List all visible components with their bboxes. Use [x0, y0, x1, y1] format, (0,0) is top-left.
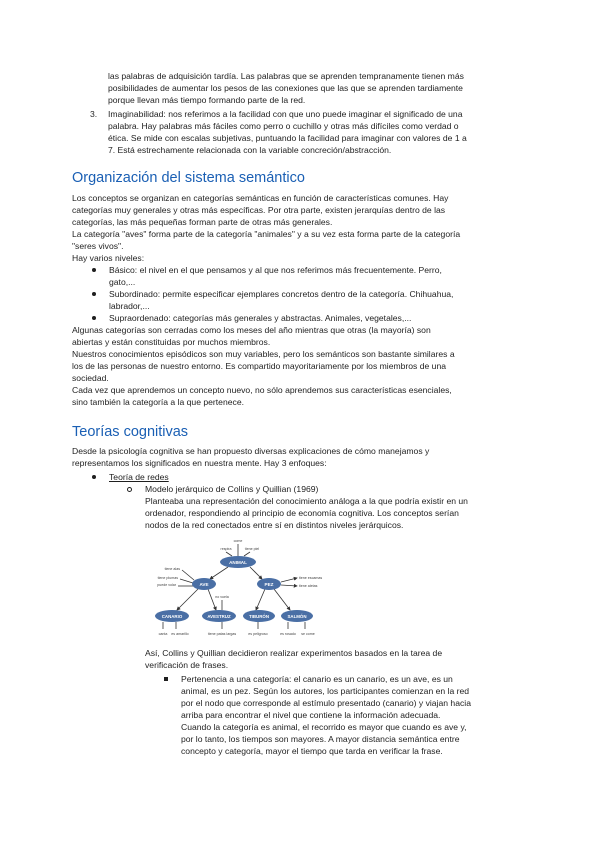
- paragraph-line: Hay varios niveles:: [72, 253, 145, 263]
- paragraph-line: los de las personas de nuestro entorno. Es compartido mayoritariamente por los miembros de una: [72, 361, 447, 371]
- node-avestruz: [202, 610, 236, 622]
- property-label: canta: [158, 632, 168, 636]
- paragraph-line: sociedad.: [72, 373, 109, 383]
- bullet-text: Subordinado: permite especificar ejemplares concretos dentro de la categoría. Chihuahua,: [109, 289, 454, 299]
- list-item-text: palabra. Hay palabras más fáciles como perro o cuchillo y otras más difíciles como verdad o: [108, 121, 459, 131]
- node-salmon: [281, 610, 313, 622]
- bullet-text: concepto y categoría, mayor el tiempo que tarda en verificar la frase.: [181, 746, 443, 756]
- property-label: tiene alas: [164, 567, 180, 571]
- property-label: puede volar: [157, 583, 176, 587]
- paragraph-line: "seres vivos".: [72, 241, 124, 251]
- paragraph-line: Cada vez que aprendemos un concepto nuevo, no sólo aprendemos sus características esenciales,: [72, 385, 452, 395]
- list-item-text: ética. Se mide con escalas subjetivas, puntuando la facilidad para imaginar con valores de 1 a: [108, 133, 467, 143]
- property-label: respira: [220, 547, 232, 551]
- property-label: tiene aletas: [299, 584, 318, 588]
- list-item-continuation: porque llevan más tiempo formando parte de la red.: [108, 95, 306, 105]
- bullet-text: labrador,...: [109, 301, 150, 311]
- node-pez: [257, 578, 281, 590]
- bullet-text: gato,...: [109, 277, 136, 287]
- property-label: tiene piel: [244, 547, 260, 551]
- paragraph-line: Los conceptos se organizan en categorías semánticas en función de características comunes. Hay: [72, 193, 449, 203]
- node-canario: [155, 610, 189, 622]
- node-animal: [220, 556, 256, 568]
- sub-bullet-text: ordenador, respondiendo al principio de economía cognitiva. Los conceptos serían: [145, 508, 459, 518]
- bullet-text: Teoría de redes: [109, 472, 169, 482]
- bullet-icon: [92, 316, 96, 320]
- property-label: tiene patas largas: [207, 632, 237, 636]
- paragraph-line: representamos los significados en nuestra mente. Hay 3 enfoques:: [72, 458, 327, 468]
- list-item-continuation: las palabras de adquisición tardía. Las palabras que se aprenden tempranamente tienen más: [108, 71, 464, 81]
- paragraph-line: verificación de frases.: [145, 660, 229, 670]
- bullet-icon: [92, 475, 96, 479]
- node-label: CANARIO: [161, 614, 183, 619]
- list-item-text: 7. Está estrechamente relacionada con la variable concreción/abstracción.: [108, 145, 392, 155]
- section-heading: Organización del sistema semántico: [72, 170, 305, 186]
- square-bullet-icon: [164, 677, 168, 681]
- paragraph-line: Algunas categorías son cerradas como los meses del año mientras que otras (la mayoría) son: [72, 325, 431, 335]
- property-label: es peligroso: [248, 632, 268, 636]
- property-label: tiene plumas: [157, 576, 178, 580]
- node-ave: [192, 578, 216, 590]
- list-number: 3.: [90, 109, 98, 119]
- sub-bullet-text: nodos de la red conectados entre sí en distintos niveles jerárquicos.: [145, 520, 404, 530]
- paragraph-line: Desde la psicología cognitiva se han propuesto diversas explicaciones de cómo manejamos y: [72, 446, 430, 456]
- section-heading: Teorías cognitivas: [72, 424, 189, 440]
- node-label: SALMÓN: [287, 614, 307, 619]
- node-label: PEZ: [264, 582, 274, 587]
- bullet-text: Cuando la categoría es animal, el recorrido es mayor que cuando es ave y,: [181, 722, 467, 732]
- property-label: no vuela: [215, 595, 229, 599]
- bullet-text: Pertenencia a una categoría: el canario es un canario, es un ave, es un: [181, 674, 453, 684]
- node-label: ANIMAL: [229, 560, 247, 565]
- bullet-text: Supraordenado: categorías más generales y abstractas. Animales, vegetales,...: [109, 313, 412, 323]
- bullet-text: animal, es un pez. Según los autores, los participantes comienzan en la red: [181, 686, 470, 696]
- node-label: TIBURÓN: [248, 614, 270, 619]
- node-tiburon: [243, 610, 275, 622]
- property-label: se come: [301, 632, 315, 636]
- paragraph-line: sino también la categoría a la que pertenece.: [72, 397, 244, 407]
- property-label: come: [233, 539, 243, 543]
- bullet-text: por lo tanto, los tiempos son mayores. A mayor distancia semántica entre: [181, 734, 460, 744]
- bullet-text: arriba para encontrar el nivel que contiene la información adecuada.: [181, 710, 441, 720]
- bullet-icon: [92, 268, 96, 272]
- property-label: tiene escamas: [299, 576, 323, 580]
- paragraph-line: Nuestros conocimientos episódicos son muy variables, pero los semánticos son bastante similares a: [72, 349, 455, 359]
- paragraph-line: La categoría "aves" forma parte de la categoría "animales" y a su vez esta forma parte de la categoría: [72, 229, 461, 239]
- list-item-text: Imaginabilidad: nos referimos a la facilidad con que uno puede imaginar el significado de una: [108, 109, 463, 119]
- bullet-text: por el nodo que corresponde al estímulo presentado (canario) y viajan hacia: [181, 698, 471, 708]
- paragraph-line: categorías muy generales y otras más específicas. Por otra parte, existen jerarquías dentro de las: [72, 205, 446, 215]
- paragraph-line: Así, Collins y Quillian decidieron realizar experimentos basados en la tarea de: [145, 648, 443, 658]
- property-label: es rosado: [280, 632, 296, 636]
- sub-bullet-icon: [127, 487, 132, 492]
- bullet-icon: [92, 292, 96, 296]
- paragraph-line: categorías, las más pequeñas forman parte de otras más generales.: [72, 217, 333, 227]
- paragraph-line: abiertas y están constituidas por muchos miembros.: [72, 337, 271, 347]
- hierarchical-network-diagram: [150, 534, 335, 640]
- property-label: es amarillo: [171, 632, 189, 636]
- sub-bullet-text: Planteaba una representación del conocimiento análoga a la que podría existir en un: [145, 496, 468, 506]
- node-label: AVE: [199, 582, 209, 587]
- bullet-text: Básico: el nivel en el que pensamos y al que nos referimos más frecuentemente. Perro,: [109, 265, 442, 275]
- sub-bullet-text: Modelo jerárquico de Collins y Quillian (1969): [145, 484, 319, 494]
- node-label: AVESTRUZ: [207, 614, 231, 619]
- list-item-continuation: posibilidades de aumentar los pesos de las conexiones que las que se aprenden tardiamente: [108, 83, 463, 93]
